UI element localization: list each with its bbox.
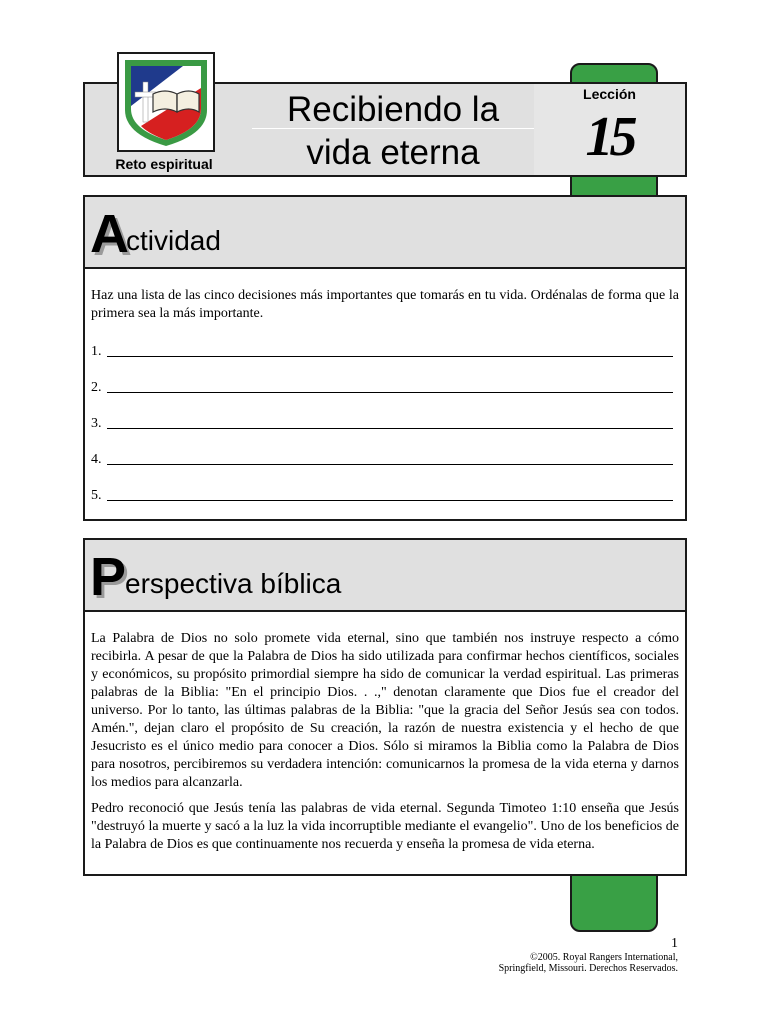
lesson-title	[252, 88, 534, 174]
activity-instructions: Haz una lista de las cinco decisiones más importantes que tomarás en tu vida. Ordénalas de forma que la primera sea la más importante.	[91, 288, 679, 321]
copyright-line-1: ©2005. Royal Rangers International,	[530, 952, 678, 963]
copyright-line-2: Springfield, Missouri. Derechos Reservados.	[498, 963, 678, 974]
page-number: 1	[671, 936, 678, 951]
perspective-body	[85, 612, 685, 854]
answer-line[interactable]	[91, 379, 679, 415]
green-tab-bottom	[570, 870, 658, 932]
lesson-title-line2: vida eterna	[306, 133, 480, 172]
answer-number: 1.	[91, 344, 102, 359]
answer-line[interactable]	[91, 415, 679, 451]
answer-blank[interactable]	[107, 428, 673, 429]
lesson-number: 15	[585, 106, 634, 168]
answer-line[interactable]	[91, 487, 679, 523]
activity-heading-text: ctividad	[126, 225, 221, 256]
shield-bible-icon	[119, 54, 213, 150]
answer-blank[interactable]	[107, 464, 673, 465]
perspective-heading-text: erspectiva bíblica	[125, 568, 342, 599]
answer-blank[interactable]	[107, 356, 673, 357]
activity-section	[83, 195, 687, 521]
answer-number: 5.	[91, 488, 102, 503]
perspective-heading	[85, 540, 685, 612]
answer-number: 4.	[91, 452, 102, 467]
answer-blank[interactable]	[107, 500, 673, 501]
copyright-notice	[420, 952, 678, 974]
logo-label: Reto espiritual	[115, 156, 213, 172]
perspective-initial: P	[90, 547, 127, 607]
activity-body	[85, 269, 685, 523]
logo	[117, 52, 215, 152]
answer-number: 2.	[91, 380, 102, 395]
lesson-title-line1: Recibiendo la	[286, 90, 500, 129]
answer-number: 3.	[91, 416, 102, 431]
answer-line[interactable]	[91, 451, 679, 487]
activity-initial: A	[90, 204, 129, 264]
perspective-paragraph-2: Pedro reconoció que Jesús tenía las palabras de vida eternal. Segunda Timoteo 1:10 enseña que Jesús "destruyó la muerte y sacó a la luz la vida incorruptible mediante el evangelio". Uno de los beneficios de la Palabra de Dios es que continuamente nos recuerda y enseña la promesa de vida eterna.	[91, 801, 679, 852]
perspective-section	[83, 538, 687, 876]
lesson-label: Lección	[583, 86, 636, 102]
answer-blank[interactable]	[107, 392, 673, 393]
activity-heading	[85, 197, 685, 269]
perspective-paragraph-1: La Palabra de Dios no solo promete vida eternal, sino que también nos instruye respecto a cómo recibirla. A pesar de que la Palabra de Dios ha sido utilizada para confirmar hechos científicos, sociales y económicos, su propósito primordial siempre ha sido de comunicar la verdad espiritual. Las primeras palabras de la Biblia: "En el principio Dios. . .," denotan claramente que Dios fue el creador del universo. Por lo tanto, las últimas palabras de la Biblia: "que la gracia del Señor Jesús sea con todos. Amén.", dejan claro el propósito de Su creación, la razón de nuestra existencia y el hecho de que Jesucristo es el único medio para conocer a Dios. Sólo si miramos la Biblia como la Palabra de Dios para nosotros, percibiremos su verdadera intención: comunicarnos la promesa de la vida eterna y darnos los medios para alcanzarla.	[91, 631, 679, 790]
answer-line[interactable]	[91, 343, 679, 379]
